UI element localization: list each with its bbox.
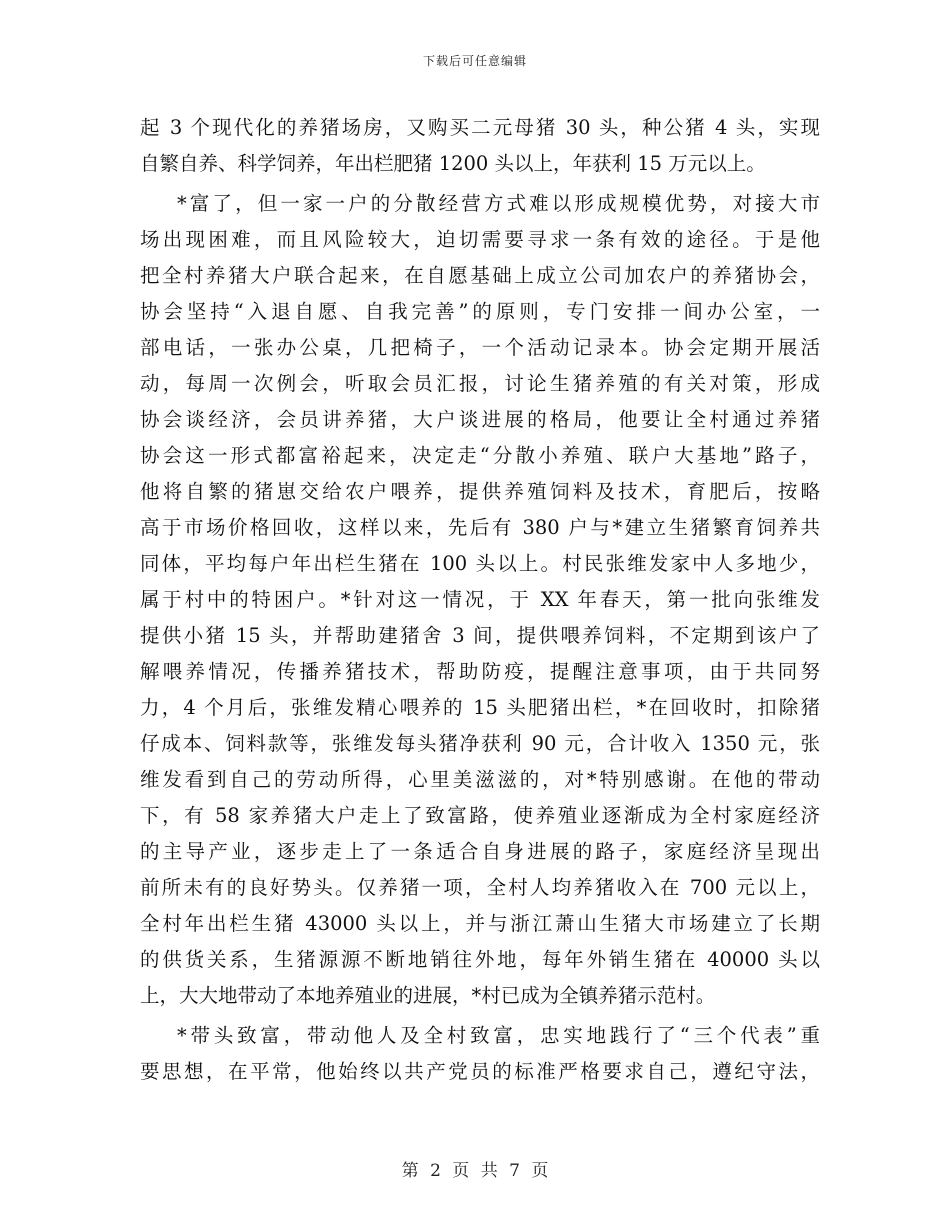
- text-line: 自繁自养、科学饲养，年出栏肥猪 1200 头以上，年获利 15 万元以上。: [140, 152, 766, 175]
- text-line: *富了，但一家一户的分散经营方式难以形成规模优势，对接大市: [177, 192, 820, 215]
- document-body: [140, 110, 820, 1090]
- text-line: 场出现困难，而且风险较大，迫切需要寻求一条有效的途径。于是他: [140, 228, 820, 251]
- text-line: 协会这一形式都富裕起来，决定走“分散小养殖、联户大基地”路子，: [140, 444, 820, 467]
- text-line: 动，每周一次例会，听取会员汇报，讨论生猪养殖的有关对策，形成: [140, 372, 820, 395]
- text-line: 全村年出栏生猪 43000 头以上，并与浙江萧山生猪大市场建立了长期: [140, 912, 820, 935]
- text-line: *带头致富，带动他人及全村致富，忠实地践行了“三个代表”重: [177, 1024, 820, 1047]
- text-line: 维发看到自己的劳动所得，心里美滋滋的，对*特别感谢。在他的带动: [140, 768, 820, 791]
- text-line: 力，4 个月后，张维发精心喂养的 15 头肥猪出栏，*在回收时，扣除猪: [140, 696, 820, 719]
- text-line: 起 3 个现代化的养猪场房，又购买二元母猪 30 头，种公猪 4 头，实现: [140, 116, 820, 139]
- text-line: 上，大大地带动了本地养殖业的进展，*村已成为全镇养猪示范村。: [140, 984, 716, 1007]
- text-line: 的供货关系，生猪源源不断地销往外地，每年外销生猪在 40000 头以: [140, 948, 820, 971]
- text-line: 协会坚持“入退自愿、自我完善”的原则，专门安排一间办公室，一: [140, 300, 820, 323]
- text-line: 前所未有的良好势头。仅养猪一项，全村人均养猪收入在 700 元以上，: [140, 876, 820, 899]
- paragraph: [140, 186, 820, 1014]
- text-line: 协会谈经济，会员讲养猪，大户谈进展的格局，他要让全村通过养猪: [140, 408, 820, 431]
- text-line: 的主导产业，逐步走上了一条适合自身进展的路子，家庭经济呈现出: [140, 840, 820, 863]
- text-line: 要思想，在平常，他始终以共产党员的标准严格要求自己，遵纪守法，: [140, 1060, 820, 1083]
- page-header: 下载后可任意编辑: [422, 54, 527, 68]
- text-line: 仔成本、饲料款等，张维发每头猪净获利 90 元，合计收入 1350 元，张: [140, 732, 820, 755]
- text-line: 属于村中的特困户。*针对这一情况，于 XX 年春天，第一批向张维发: [140, 588, 820, 611]
- paragraph: [140, 1018, 820, 1090]
- text-line: 他将自繁的猪崽交给农户喂养，提供养殖饲料及技术，育肥后，按略: [140, 480, 820, 503]
- text-line: 提供小猪 15 头，并帮助建猪舍 3 间，提供喂养饲料，不定期到该户了: [140, 624, 820, 647]
- text-line: 部电话，一张办公桌，几把椅子，一个活动记录本。协会定期开展活: [140, 336, 820, 359]
- text-line: 下，有 58 家养猪大户走上了致富路，使养殖业逐渐成为全村家庭经济: [140, 804, 820, 827]
- page-number: 第 2 页 共 7 页: [401, 1161, 549, 1181]
- paragraph: [140, 110, 820, 182]
- text-line: 高于市场价格回收，这样以来，先后有 380 户与*建立生猪繁育饲养共: [140, 516, 820, 539]
- text-line: 同体，平均每户年出栏生猪在 100 头以上。村民张维发家中人多地少，: [140, 552, 820, 575]
- text-line: 把全村养猪大户联合起来，在自愿基础上成立公司加农户的养猪协会，: [140, 264, 820, 287]
- text-line: 解喂养情况，传播养猪技术，帮助防疫，提醒注意事项，由于共同努: [140, 660, 820, 683]
